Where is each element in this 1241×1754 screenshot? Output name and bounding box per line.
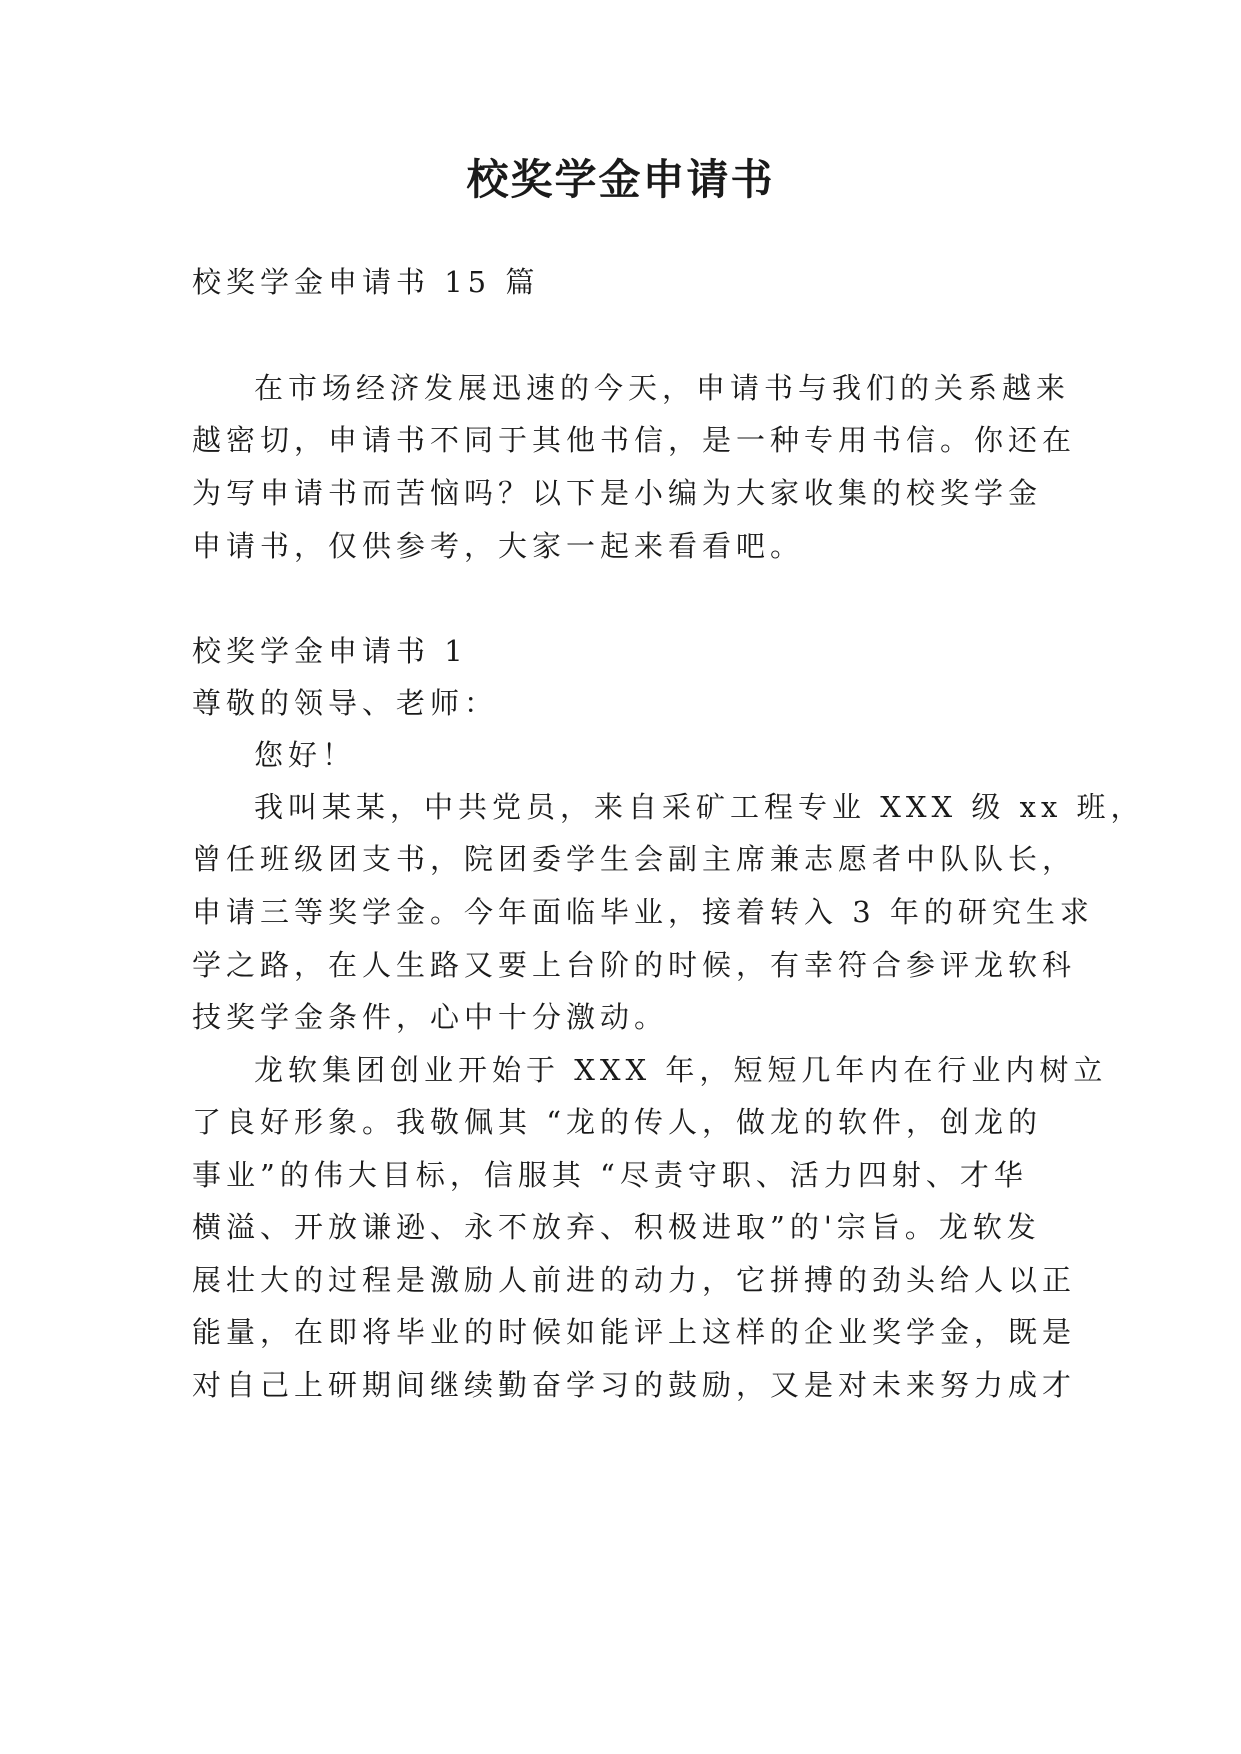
body-line: 展壮大的过程是激励人前进的动力，它拼搏的劲头给人以正 — [192, 1263, 1077, 1297]
body-line: 了良好形象。我敬佩其 “龙的传人，做龙的软件，创龙的 — [192, 1105, 1043, 1139]
intro-line: 申请书，仅供参考，大家一起来看看吧。 — [192, 529, 805, 563]
body-line: 申请三等奖学金。今年面临毕业，接着转入 3 年的研究生求 — [192, 895, 1094, 929]
body-line: 事业”的伟大目标，信服其 “尽责守职、活力四射、才华 — [192, 1158, 1028, 1192]
salutation: 尊敬的领导、老师： — [192, 686, 499, 720]
body-line: 学之路，在人生路又要上台阶的时候，有幸符合参评龙软科 — [192, 948, 1077, 982]
intro-line: 在市场经济发展迅速的今天，申请书与我们的关系越来 — [254, 371, 1071, 405]
body-line: 曾任班级团支书，院团委学生会副主席兼志愿者中队队长， — [192, 842, 1077, 876]
body-line: 我叫某某，中共党员，来自采矿工程专业 XXX 级 xx 班， — [254, 790, 1145, 824]
greeting: 您好！ — [254, 738, 357, 772]
body-line: 龙软集团创业开始于 XXX 年，短短几年内在行业内树立 — [254, 1053, 1108, 1087]
intro-line: 为写申请书而苦恼吗？以下是小编为大家收集的校奖学金 — [192, 476, 1043, 510]
document-title: 校奖学金申请书 — [466, 155, 775, 204]
subtitle-line: 校奖学金申请书 15 篇 — [192, 265, 540, 299]
section-heading: 校奖学金申请书 1 — [192, 634, 468, 668]
intro-line: 越密切，申请书不同于其他书信，是一种专用书信。你还在 — [192, 423, 1077, 457]
body-line: 技奖学金条件，心中十分激动。 — [192, 1000, 669, 1034]
body-line: 能量，在即将毕业的时候如能评上这样的企业奖学金，既是 — [192, 1315, 1077, 1349]
body-line: 对自己上研期间继续勤奋学习的鼓励，又是对未来努力成才 — [192, 1368, 1077, 1402]
body-line: 横溢、开放谦逊、永不放弃、积极进取”的'宗旨。龙软发 — [192, 1210, 1041, 1244]
